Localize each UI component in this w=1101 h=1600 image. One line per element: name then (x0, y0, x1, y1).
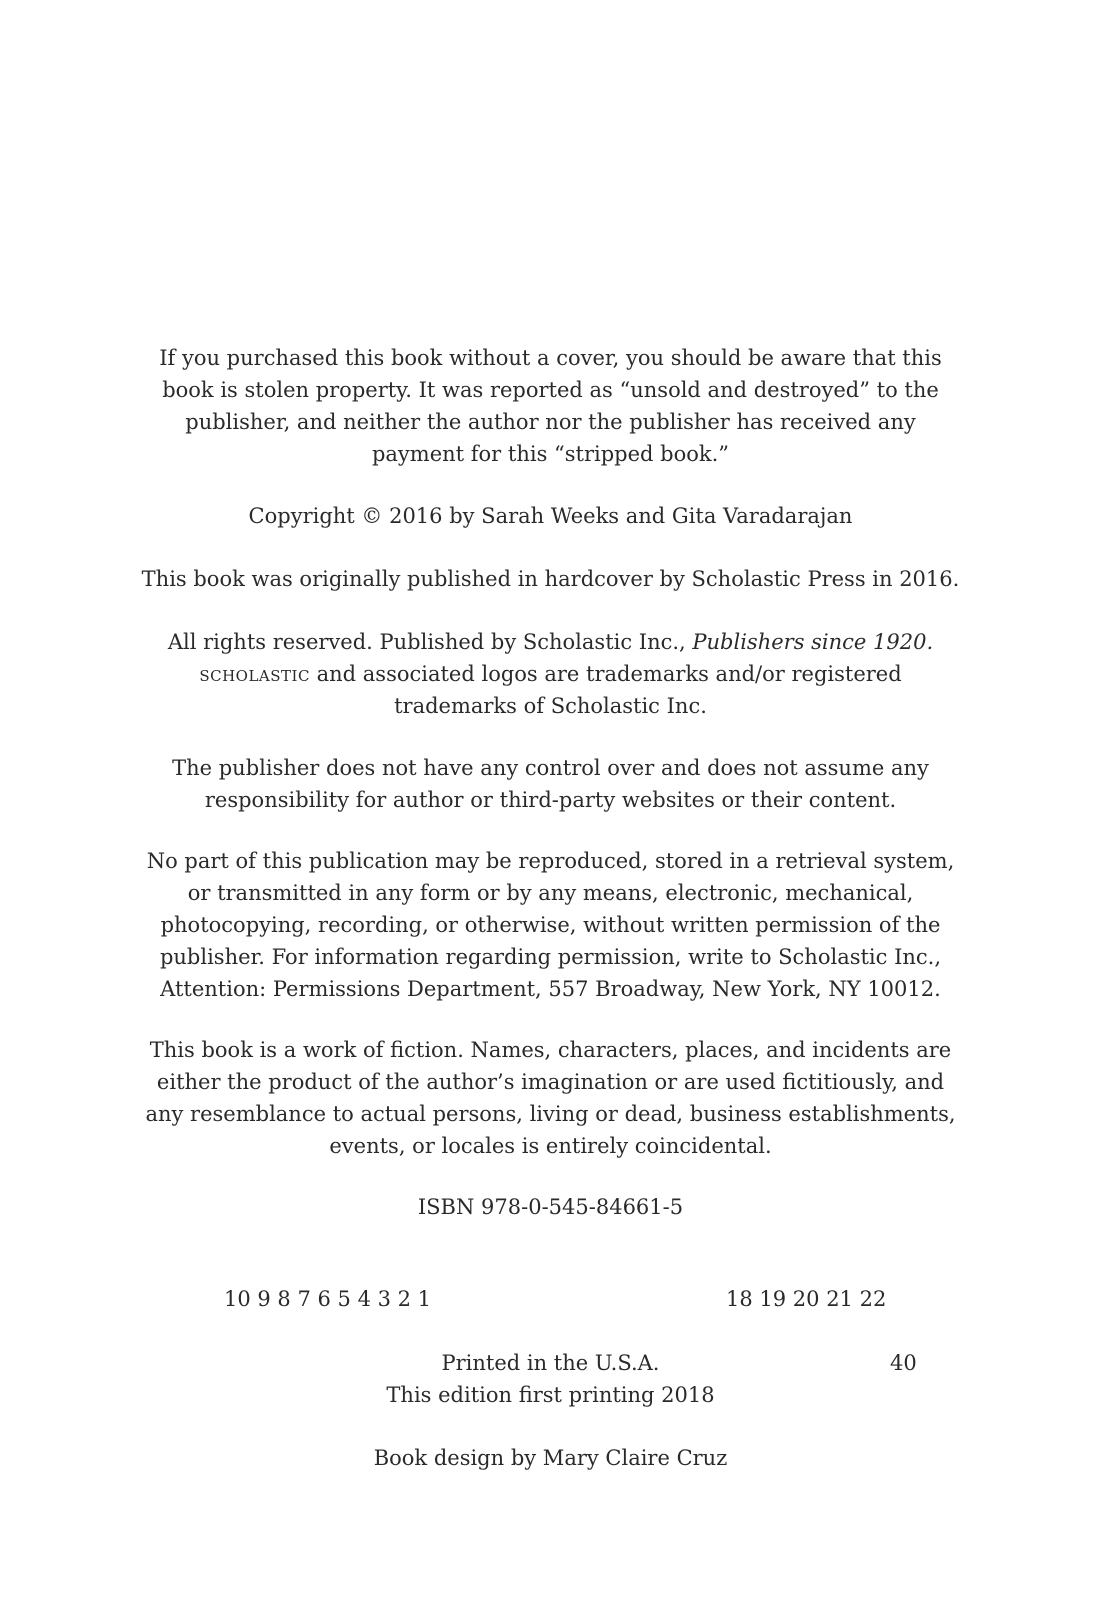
reproduction-line: No part of this publication may be reproduced, stored in a retrieval system, (146, 849, 955, 873)
publisher-trademark: scholastic (199, 662, 310, 686)
rights-line-1 (0, 626, 1101, 658)
fiction-line: either the product of the author’s imagination or are used fictitiously, and (156, 1070, 945, 1094)
reproduction-notice (0, 845, 1101, 1005)
original-publication-line: This book was originally published in hardcover by Scholastic Press in 2016. (141, 567, 960, 591)
reproduction-line: photocopying, recording, or otherwise, without written permission of the (160, 913, 941, 937)
edition-line: This edition first printing 2018 (386, 1383, 715, 1407)
print-number-line: 10 9 8 7 6 5 4 3 2 1 (224, 1287, 432, 1311)
design-credit (0, 1442, 1101, 1474)
fiction-notice (0, 1034, 1101, 1162)
original-publication (0, 563, 1101, 595)
print-year-line: 18 19 20 21 22 (726, 1287, 887, 1311)
notice-line: publisher, and neither the author nor the publisher has received any (185, 410, 916, 434)
copyright-line: Copyright © 2016 by Sarah Weeks and Gita Varadarajan (248, 504, 853, 528)
notice-line: If you purchased this book without a cover, you should be aware that this (159, 346, 942, 370)
reproduction-line: or transmitted in any form or by any means, electronic, mechanical, (187, 881, 914, 905)
printed-in: Printed in the U.S.A. (441, 1351, 660, 1375)
disclaimer-line: The publisher does not have any control over and does not assume any (172, 756, 929, 780)
isbn-line: ISBN 978-0-545-84661-5 (417, 1195, 684, 1219)
rights-text: and associated logos are trademarks and/or registered (309, 662, 902, 686)
rights-text: All rights reserved. Published by Scholastic Inc., (167, 630, 693, 654)
stripped-book-notice (0, 342, 1101, 470)
reproduction-line: publisher. For information regarding permission, write to Scholastic Inc., (159, 945, 942, 969)
printer-code: 40 (890, 1351, 917, 1375)
publisher-tagline: Publishers since 1920. (692, 630, 934, 654)
fiction-line: This book is a work of fiction. Names, characters, places, and incidents are (149, 1038, 952, 1062)
edition-statement (0, 1379, 1101, 1411)
notice-line: payment for this “stripped book.” (371, 442, 730, 466)
fiction-line: any resemblance to actual persons, living or dead, business establishments, (145, 1102, 956, 1126)
notice-line: book is stolen property. It was reported as “unsold and destroyed” to the (162, 378, 939, 402)
websites-disclaimer (0, 752, 1101, 816)
reproduction-line: Attention: Permissions Department, 557 Broadway, New York, NY 10012. (160, 977, 941, 1001)
disclaimer-line: responsibility for author or third-party websites or their content. (204, 788, 897, 812)
rights-line-3: trademarks of Scholastic Inc. (394, 694, 707, 718)
rights-line-2 (0, 658, 1101, 690)
copyright-statement (0, 500, 1101, 532)
fiction-line: events, or locales is entirely coincidental. (329, 1134, 772, 1158)
design-credit-line: Book design by Mary Claire Cruz (373, 1446, 728, 1470)
rights-statement (0, 626, 1101, 722)
isbn (0, 1191, 1101, 1223)
